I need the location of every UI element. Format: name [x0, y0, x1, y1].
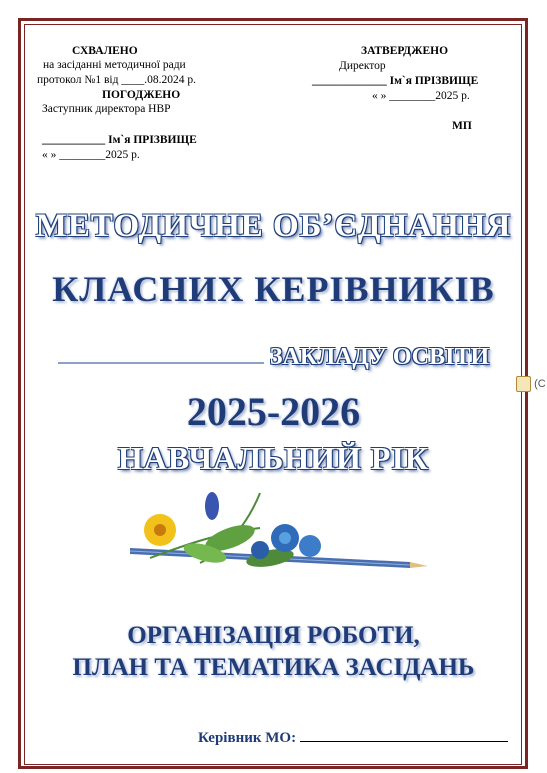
blue-flower [299, 535, 321, 557]
approved-line-1: на засіданні методичної ради [43, 59, 186, 71]
confirmed-position: Директор [339, 60, 386, 72]
confirmed-sign-line: _____________ Ім`я ПРІЗВИЩЕ [312, 75, 479, 87]
leader-label: Керівник МО: [198, 730, 297, 746]
agreed-heading: ПОГОДЖЕНО [102, 89, 181, 101]
academic-year-label: НАВЧАЛЬНИЙ РІК [117, 440, 430, 476]
approved-line-2: протокол №1 від ____.08.2024 р. [37, 74, 197, 86]
paste-options-button[interactable] [516, 376, 547, 396]
stamp-label: МП [452, 120, 472, 132]
agreed-sign-line: ___________ Ім`я ПРІЗВИЩЕ [42, 134, 197, 146]
institution-blank-line [58, 340, 264, 364]
yellow-flower [144, 514, 176, 546]
title-line-2: КЛАСНИХ КЕРІВНИКІВ [52, 269, 495, 309]
title-line-1: МЕТОДИЧНЕ ОБ’ЄДНАННЯ [35, 208, 512, 244]
leader-blank-line [300, 727, 508, 742]
subtitle-block [0, 620, 547, 684]
agreed-date-line: « » ________2025 р. [42, 149, 140, 161]
pencil-tip [410, 562, 428, 568]
blue-flower-center [279, 532, 291, 544]
muscari-flower [205, 492, 219, 520]
flowers-pencil-illustration [110, 488, 430, 598]
subtitle-line-1: ОРГАНІЗАЦІЯ РОБОТИ, [127, 622, 420, 649]
blue-flower [251, 541, 269, 559]
paste-options-label: (С [534, 377, 546, 390]
leader-row [198, 727, 508, 747]
title-line-3: ЗАКЛАДУ ОСВІТИ [269, 344, 490, 370]
academic-years: 2025-2026 [186, 389, 361, 434]
confirmed-heading: ЗАТВЕРДЖЕНО [361, 45, 449, 57]
clipboard-icon [516, 376, 531, 392]
confirmed-date-line: « » ________2025 р. [372, 90, 470, 102]
title-line-3-row [0, 340, 547, 371]
approved-heading: СХВАЛЕНО [72, 45, 138, 57]
agreed-position: Заступник директора НВР [42, 103, 171, 115]
subtitle-line-2: ПЛАН ТА ТЕМАТИКА ЗАСІДАНЬ [72, 654, 475, 681]
